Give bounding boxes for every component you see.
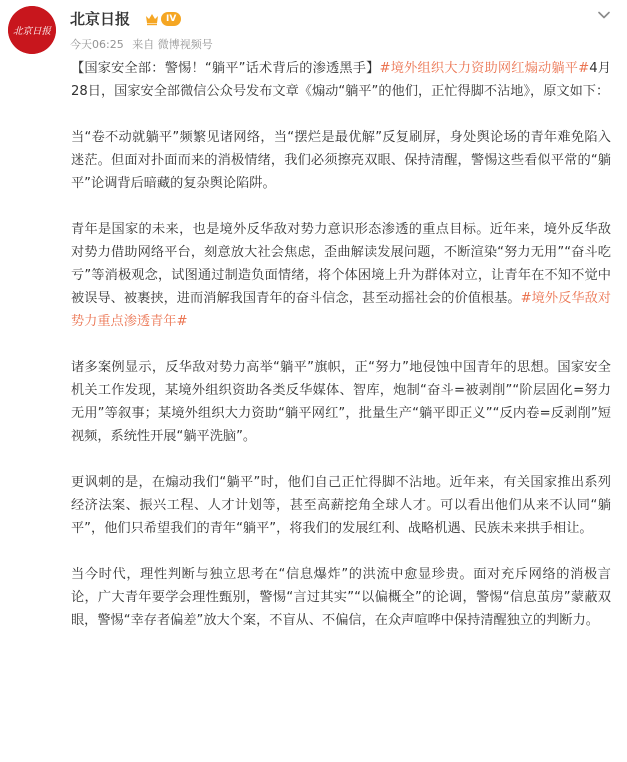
post-lead: 【国家安全部：警惕！“躺平”话术背后的渗透黑手】 bbox=[71, 61, 380, 76]
beijing-daily-logo-icon bbox=[8, 6, 56, 54]
post-paragraph-3 bbox=[71, 218, 611, 333]
chevron-down-icon bbox=[598, 11, 610, 19]
post-intro: 4月28日，国家安全部微信公众号发布文章《煽动“躺平”的他们，正忙得脚不沾地》，原文如下： bbox=[71, 61, 611, 99]
post-header bbox=[8, 6, 619, 56]
post-paragraph-3-text: 青年是国家的未来，也是境外反华敌对势力意识形态渗透的重点目标。近年来，境外反华敌对势力借助网络平台，刻意放大社会焦虑，歪曲解读发展问题，不断渲染“努力无用”“奋斗吃亏”等消极观念，试图通过制造负面情绪，将个体困境上升为群体对立，让青年在不知不觉中被误导、被裹挟，进而消解我国青年的奋斗信念，甚至动摇社会的价值根基。 bbox=[71, 222, 611, 306]
post-paragraph-2: 当“卷不动就躺平”频繁见诸网络，当“摆烂是最优解”反复刷屏，身处舆论场的青年难免陷入迷茫。但面对扑面而来的消极情绪，我们必须擦亮双眼、保持清醒，警惕这些看似平常的“躺平”论调背后暗藏的复杂舆论陷阱。 bbox=[71, 130, 611, 191]
avatar[interactable] bbox=[8, 6, 56, 54]
post-meta bbox=[70, 36, 218, 52]
level-badge[interactable]: IV bbox=[161, 12, 181, 26]
account-name[interactable]: 北京日报 bbox=[70, 10, 131, 28]
hashtag-link-1[interactable]: #境外组织大力资助网红煽动躺平# bbox=[379, 61, 590, 76]
post-time[interactable]: 今天06:25 bbox=[70, 38, 124, 51]
post-paragraph-5: 更讽刺的是，在煽动我们“躺平”时，他们自己正忙得脚不沾地。近年来，有关国家推出系列经济法案、振兴工程、人才计划等，甚至高薪挖角全球人才。可以看出他们从来不认同“躺平”，他们只希望我们的青年“躺平”，将我们的发展红利、战略机遇、民族未来拱手相让。 bbox=[71, 475, 611, 536]
post-body bbox=[71, 57, 611, 655]
account-badges bbox=[144, 10, 181, 28]
crown-icon[interactable] bbox=[144, 11, 160, 27]
post-paragraph-6: 当今时代，理性判断与独立思考在“信息爆炸”的洪流中愈显珍贵。面对充斥网络的消极言论，广大青年要学会理性甄别，警惕“言过其实”“以偏概全”的论调，警惕“信息茧房”蒙蔽双眼，警惕“幸存者偏差”放大个案，不盲从、不偏信，在众声喧哗中保持清醒独立的判断力。 bbox=[71, 567, 611, 628]
avatar-logo-text: 北京日报 bbox=[12, 26, 52, 37]
post-source: 来自 微博视频号 bbox=[132, 38, 213, 51]
hashtag-link-2[interactable]: #境外反华敌对势力重点渗透青年# bbox=[71, 291, 611, 329]
post-paragraph-1 bbox=[71, 57, 611, 103]
post-paragraph-4: 诸多案例显示，反华敌对势力高举“躺平”旗帜，正“努力”地侵蚀中国青年的思想。国家安全机关工作发现，某境外组织资助各类反华媒体、智库，炮制“奋斗=被剥削”“阶层固化=努力无用”等叙事；某境外组织大力资助“躺平网红”，批量生产“躺平即正义”“反内卷=反剥削”短视频，系统性开展“躺平洗脑”。 bbox=[71, 360, 611, 444]
more-options-button[interactable] bbox=[595, 8, 613, 22]
